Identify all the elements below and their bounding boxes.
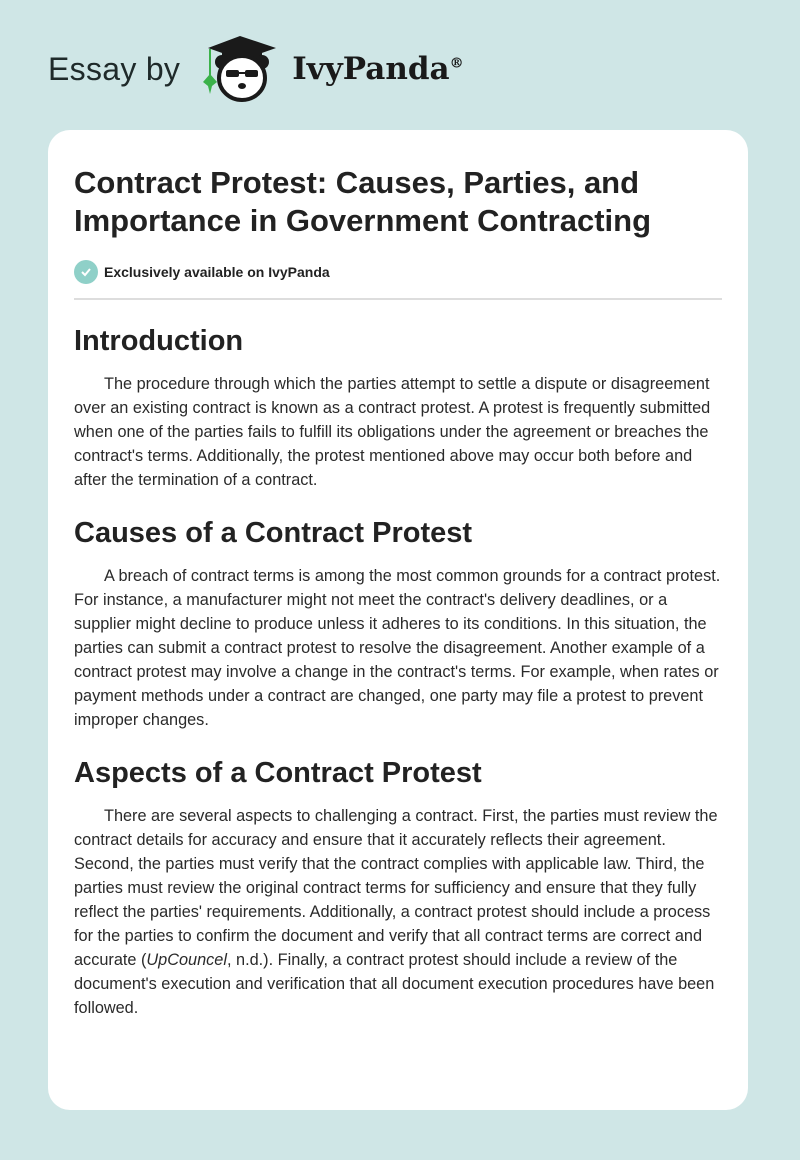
section-heading: Introduction — [74, 325, 244, 357]
section-paragraph: A breach of contract terms is among the most common grounds for a contract protest. For instance, a manufacturer might not meet the contract's delivery deadlines, or a supplier might decline to produce unless it adheres to its conditions. In this situation, the parties can submit a contract protest to resolve the disagreement. Another example of a contract protest may involve a change in the contract's terms. For example, when rates or payment methods under a contract are changed, one party may file a protest to prevent improper changes. — [74, 567, 721, 729]
ivypanda-logo-icon — [198, 34, 288, 104]
divider — [74, 298, 722, 300]
site-header — [48, 34, 464, 104]
section-heading: Aspects of a Contract Protest — [74, 757, 482, 789]
exclusive-label: Exclusively available on IvyPanda — [104, 264, 330, 280]
check-icon — [74, 260, 98, 284]
page-title: Contract Protest: Causes, Parties, and Importance in Government Contracting — [74, 165, 652, 238]
citation: UpCouncel — [146, 951, 227, 969]
brand-name: IvyPanda® — [292, 51, 464, 87]
section-paragraph: The procedure through which the parties attempt to settle a dispute or disagreement over an existing contract is known as a contract protest. A protest is frequently submitted when one of the parties fails to fulfill its obligations under the agreement or breaches the contract's terms. Additionally, the protest mentioned above may occur both before and after the termination of a contract. — [74, 375, 711, 489]
section-paragraph: There are several aspects to challenging a contract. First, the parties must review the contract details for accuracy and ensure that it accurately reflects their agreement. Second, the parties must verify that the contract complies with applicable law. Third, the parties must review the original contract terms for sufficiency and ensure that they fully reflect the parties' requirements. Additionally, a contract protest should include a process for the parties to confirm the document and verify that all contract terms are correct and accurate (UpCouncel, n.d.). Finally, a contract protest should include a review of the document's execution and verification that all document execution procedures have been followed. — [74, 807, 718, 1017]
essay-card — [48, 130, 748, 1110]
exclusive-badge — [74, 260, 722, 284]
essay-by-label: Essay by — [48, 50, 181, 87]
section-heading: Causes of a Contract Protest — [74, 517, 473, 549]
